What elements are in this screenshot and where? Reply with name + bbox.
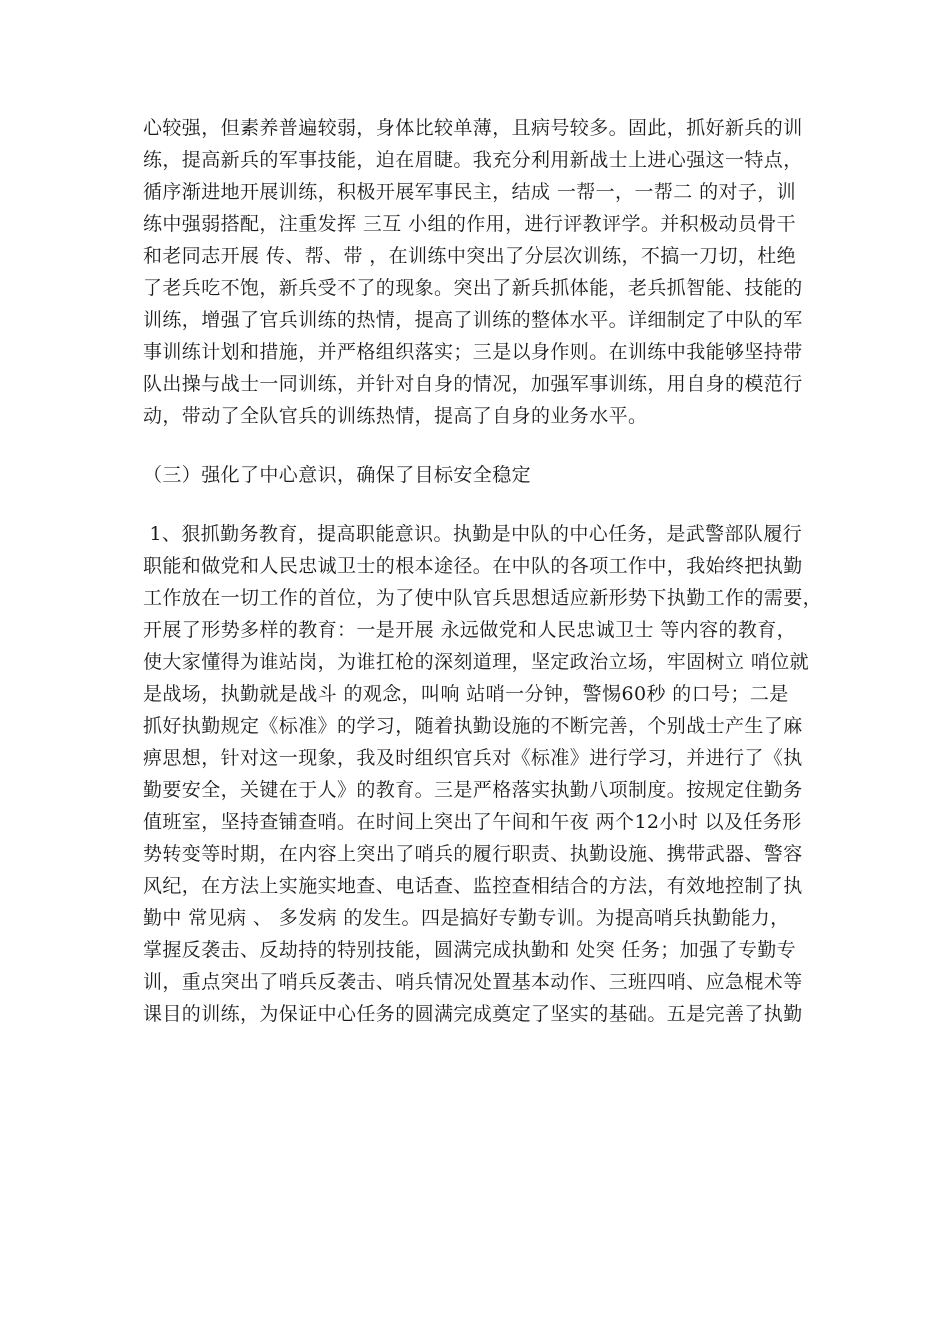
text-line: 勤要安全，关键在于人》的教育。三是严格落实执勤八项制度。按规定住勤务	[143, 779, 803, 801]
paragraph-duty	[143, 518, 823, 1030]
text-line: 职能和做党和人民忠诚卫士的根本途径。在中队的各项工作中，我始终把执勤	[143, 555, 803, 577]
section-heading: （三）强化了中心意识，确保了目标安全稳定	[143, 464, 532, 486]
text-line: 队出操与战士一同训练，并针对自身的情况，加强军事训练，用自身的模范行	[143, 373, 803, 395]
text-line: 抓好执勤规定《标准》的学习，随着执勤设施的不断完善，个别战士产生了麻	[143, 715, 803, 737]
text-line: 循序渐进地开展训练，积极开展军事民主，结成 一帮一，一帮二 的对子，训	[143, 181, 797, 203]
text-line: 动，带动了全队官兵的训练热情，提高了自身的业务水平。	[143, 405, 648, 427]
text-line: 勤中 常见病 、 多发病 的发生。四是搞好专勤专训。为提高哨兵执勤能力，	[143, 907, 790, 929]
document-page	[143, 112, 823, 1030]
text-line: 训练，增强了官兵训练的热情，提高了训练的整体水平。详细制定了中队的军	[143, 309, 803, 331]
text-line: 心较强，但素养普遍较弱，身体比较单薄，且病号较多。固此，抓好新兵的训	[143, 117, 803, 139]
text-line: 事训练计划和措施，并严格组织落实；三是以身作则。在训练中我能够坚持带	[143, 341, 803, 363]
text-line: 练中强弱搭配，注重发挥 三互 小组的作用，进行评教评学。并积极动员骨干	[143, 213, 797, 235]
text-line: 是战场，执勤就是战斗 的观念，叫响 站哨一分钟，警惕60秒 的口号；二是	[143, 683, 789, 705]
text-line: 了老兵吃不饱，新兵受不了的现象。突出了新兵抓体能，老兵抓智能、技能的	[143, 277, 803, 299]
paragraph-training	[143, 112, 803, 432]
text-line: 和老同志开展 传、帮、带 ，在训练中突出了分层次训练，不搞一刀切，杜绝	[143, 245, 797, 267]
text-line: 工作放在一切工作的首位，为了使中队官兵思想适应新形势下执勤工作的需要，	[143, 587, 823, 609]
text-line: 课目的训练，为保证中心任务的圆满完成奠定了坚实的基础。五是完善了执勤	[143, 1003, 803, 1025]
text-line: 值班室，坚持查铺查哨。在时间上突出了午间和午夜 两个12小时 以及任务形	[143, 811, 802, 833]
text-line: 势转变等时期，在内容上突出了哨兵的履行职责、执勤设施、携带武器、警容	[143, 843, 803, 865]
text-line: 练，提高新兵的军事技能，迫在眉睫。我充分利用新战士上进心强这一特点，	[143, 149, 803, 171]
paragraph-gap	[143, 491, 803, 518]
text-line: 开展了形势多样的教育：一是开展 永远做党和人民忠诚卫士 等内容的教育，	[143, 619, 797, 641]
text-line: 训，重点突出了哨兵反袭击、哨兵情况处置基本动作、三班四哨、应急棍术等	[143, 971, 803, 993]
text-line: 使大家懂得为谁站岗，为谁扛枪的深刻道理，坚定政治立场，牢固树立 哨位就	[143, 651, 810, 673]
text-line: 风纪，在方法上实施实地查、电话查、监控查相结合的方法，有效地控制了执	[143, 875, 803, 897]
text-line: 痹思想，针对这一现象，我及时组织官兵对《标准》进行学习，并进行了《执	[143, 747, 803, 769]
text-line: 掌握反袭击、反劫持的特别技能，圆满完成执勤和 处突 任务；加强了专勤专	[143, 939, 797, 961]
text-line: 1、狠抓勤务教育，提高职能意识。执勤是中队的中心任务，是武警部队履行	[143, 523, 803, 545]
paragraph-gap	[143, 432, 803, 459]
